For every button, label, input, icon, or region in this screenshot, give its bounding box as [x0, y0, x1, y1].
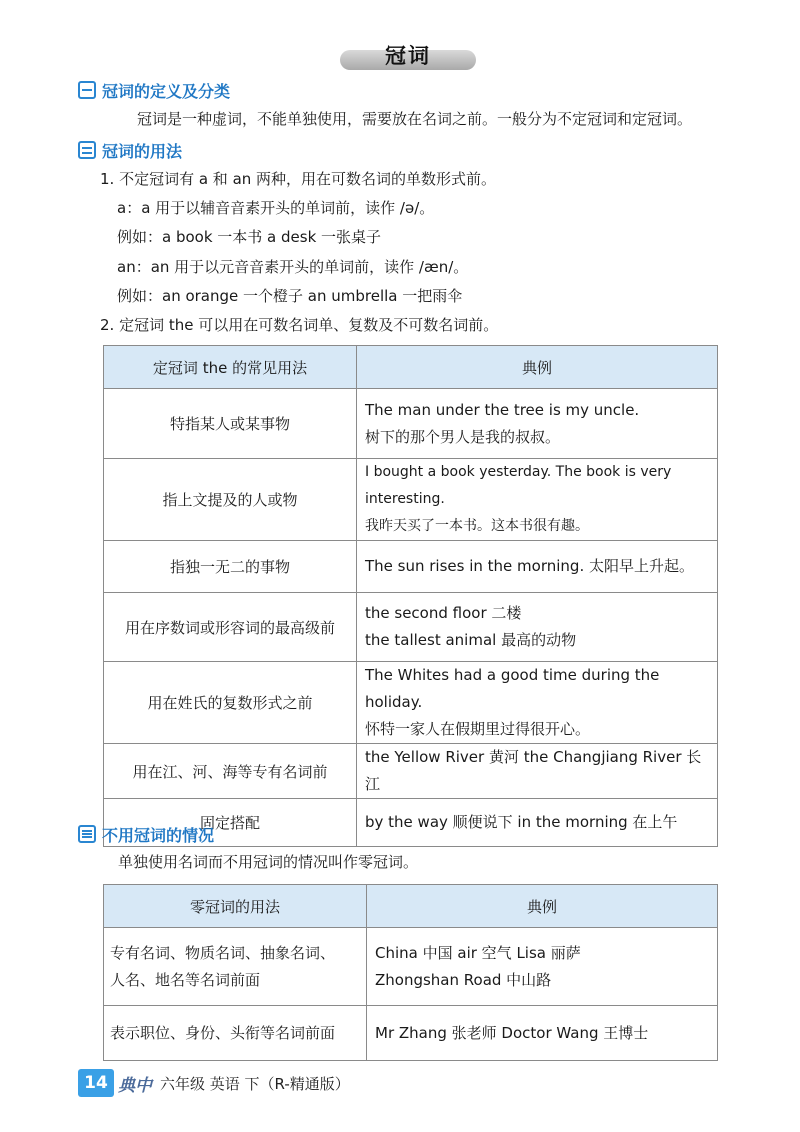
example-cell [357, 389, 718, 459]
list-icon [78, 825, 96, 843]
usage-point-1: 1. 不定冠词有 a 和 an 两种，用在可数名词的单数形式前。 [100, 170, 497, 188]
usage-cell: 用在江、河、海等专有名词前 [104, 744, 357, 799]
table-row [104, 662, 718, 744]
example-zh: 怀特一家人在假期里过得很开心。 [365, 720, 591, 738]
section-title: 冠词的用法 [102, 141, 183, 161]
example-cell: Mr Zhang 张老师 Doctor Wang 王博士 [367, 1006, 718, 1061]
table-header: 典例 [367, 885, 718, 928]
section-title: 不用冠词的情况 [102, 825, 215, 845]
zero-article-intro: 单独使用名词而不用冠词的情况叫作零冠词。 [118, 853, 419, 871]
example-cell [357, 593, 718, 662]
usage-cell: 用在姓氏的复数形式之前 [104, 662, 357, 744]
section-heading-usage [78, 138, 182, 162]
table-row [104, 541, 718, 593]
section-title: 冠词的定义及分类 [102, 81, 231, 101]
definite-article-table [103, 345, 718, 847]
page-title: 冠词 [385, 44, 431, 68]
page-title-banner [340, 40, 476, 72]
section-heading-zero-article [78, 822, 214, 846]
section-heading-definition [78, 78, 230, 102]
example-line: Zhongshan Road 中山路 [375, 970, 552, 989]
table-header: 典例 [357, 346, 718, 389]
example-cell [357, 662, 718, 744]
table-header-row [104, 885, 718, 928]
table-row [104, 389, 718, 459]
usage-cell: 用在序数词或形容词的最高级前 [104, 593, 357, 662]
example-cell: The sun rises in the morning. 太阳早上升起。 [357, 541, 718, 593]
a-example: 例如：a book 一本书 a desk 一张桌子 [117, 228, 382, 246]
example-en: The Whites had a good time during the holiday. [365, 666, 660, 711]
usage-line: 专有名词、物质名词、抽象名词、 [110, 943, 336, 962]
brand-logo: 典中 [118, 1075, 152, 1096]
example-cell [357, 459, 718, 541]
example-zh: the tallest animal 最高的动物 [365, 631, 577, 649]
table-header-row [104, 346, 718, 389]
page-footer [78, 1068, 350, 1098]
table-row [104, 593, 718, 662]
example-zh: 树下的那个男人是我的叔叔。 [365, 427, 561, 446]
table-header: 定冠词 the 的常见用法 [104, 346, 357, 389]
usage-cell: 特指某人或某事物 [104, 389, 357, 459]
usage-cell: 固定搭配 [104, 799, 357, 847]
usage-point-2: 2. 定冠词 the 可以用在可数名词单、复数及不可数名词前。 [100, 316, 499, 334]
table-row [104, 744, 718, 799]
usage-cell [104, 928, 367, 1006]
an-example: 例如：an orange 一个橙子 an umbrella 一把雨伞 [117, 287, 463, 305]
example-line: China 中国 air 空气 Lisa 丽萨 [375, 943, 581, 962]
usage-cell: 指独一无二的事物 [104, 541, 357, 593]
example-cell [367, 928, 718, 1006]
example-cell: by the way 顺便说下 in the morning 在上午 [357, 799, 718, 847]
zero-article-table [103, 884, 718, 1061]
usage-line: 人名、地名等名词前面 [110, 970, 261, 989]
example-en: the second floor 二楼 [365, 604, 522, 622]
example-en: The man under the tree is my uncle. [365, 400, 640, 419]
an-rule: an：an 用于以元音音素开头的单词前，读作 /æn/。 [117, 258, 469, 276]
example-en: I bought a book yesterday. The book is very interesting. [365, 464, 672, 507]
a-rule: a：a 用于以辅音音素开头的单词前，读作 /ə/。 [117, 199, 435, 217]
usage-cell: 指上文提及的人或物 [104, 459, 357, 541]
example-cell: the Yellow River 黄河 the Changjiang River 长江 [357, 744, 718, 799]
definition-text: 冠词是一种虚词，不能单独使用，需要放在名词之前。一般分为不定冠词和定冠词。 [137, 110, 693, 128]
list-icon [78, 81, 96, 99]
table-header: 零冠词的用法 [104, 885, 367, 928]
page-number: 14 [78, 1069, 114, 1097]
table-row [104, 459, 718, 541]
usage-cell: 表示职位、身份、头衔等名词前面 [104, 1006, 367, 1061]
table-row [104, 928, 718, 1006]
table-row [104, 1006, 718, 1061]
example-zh: 我昨天买了一本书。这本书很有趣。 [365, 518, 589, 534]
book-title: 六年级 英语 下（R-精通版） [160, 1074, 350, 1093]
list-icon [78, 141, 96, 159]
